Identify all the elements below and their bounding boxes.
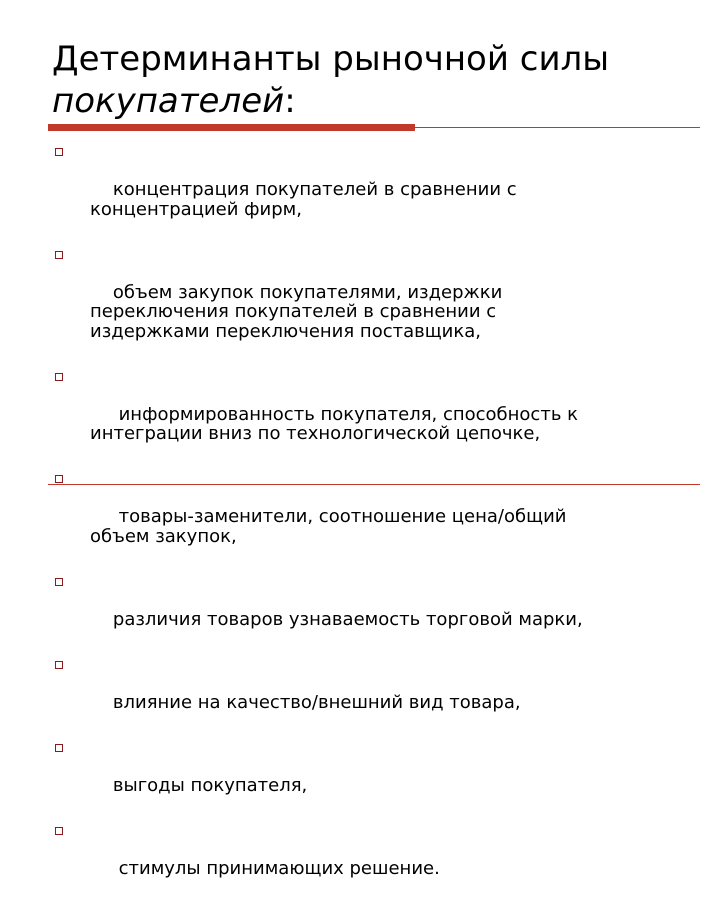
list-item (52, 244, 692, 361)
bullet-text: информированность покупателя, способность к интеграции вниз по технологической цепочке, (90, 403, 579, 444)
list-item (52, 468, 692, 566)
slide-title (52, 38, 682, 122)
list-item (52, 820, 692, 898)
list-item (52, 737, 692, 815)
title-divider (48, 121, 700, 135)
title-line2-suffix: : (284, 81, 296, 121)
square-bullet-icon (55, 475, 63, 483)
list-item (52, 141, 692, 239)
square-bullet-icon (55, 661, 63, 669)
bullet-text: выгоды покупателя, (112, 774, 308, 796)
title-line2-italic: покупателей (52, 81, 285, 121)
square-bullet-icon (55, 744, 63, 752)
list-item (52, 654, 692, 732)
bullet-text: стимулы принимающих решение. (112, 857, 440, 879)
bullet-text: товары-заменители, соотношение цена/общий объем закупок, (90, 506, 567, 547)
square-bullet-icon (55, 373, 63, 381)
list-item (52, 571, 692, 649)
square-bullet-icon (55, 578, 63, 586)
bullet-text: объем закупок покупателями, издержки переключения покупателей в сравнении с издержками переключения поставщика, (90, 281, 503, 342)
footer-divider (48, 484, 700, 485)
bullet-list (52, 141, 692, 903)
bullet-text: различия товаров узнаваемость торговой марки, (112, 608, 583, 630)
square-bullet-icon (55, 148, 63, 156)
title-divider-thick-bar (48, 124, 415, 131)
square-bullet-icon (55, 827, 63, 835)
bullet-text: концентрация покупателей в сравнении с концентрацией фирм, (90, 179, 517, 220)
square-bullet-icon (55, 251, 63, 259)
list-item (52, 366, 692, 464)
bullet-text: влияние на качество/внешний вид товара, (112, 691, 521, 713)
title-line1: Детерминанты рыночной силы (52, 39, 610, 79)
